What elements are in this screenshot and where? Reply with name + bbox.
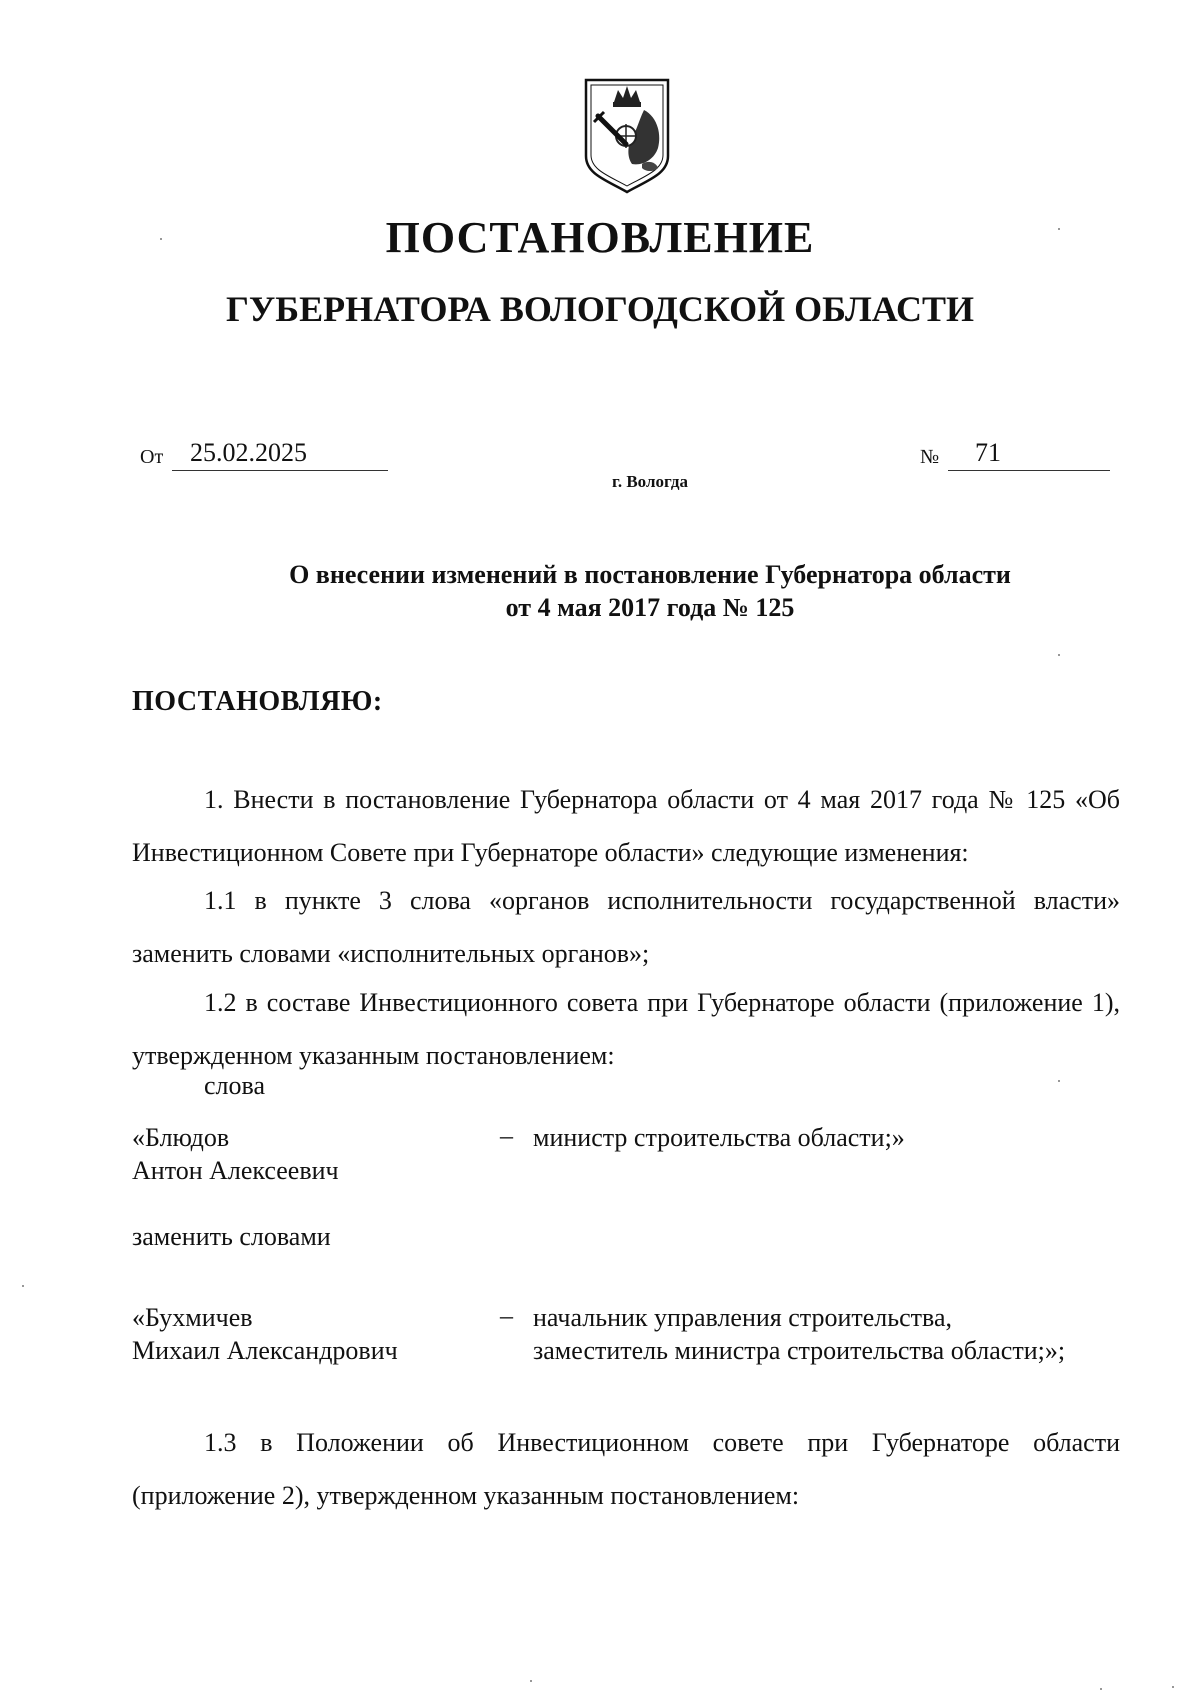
words-label: слова: [204, 1071, 265, 1100]
new-entry-name-line-1: «Бухмичев: [132, 1303, 253, 1332]
paragraph-1: 1. Внести в постановление Губернатора области от 4 мая 2017 года № 125 «Об Инвестиционном Совете при Губернаторе области» следующие изменения:: [132, 785, 1120, 867]
old-entry-name-line-2: Антон Алексеевич: [132, 1156, 339, 1185]
replace-label: заменить словами: [132, 1222, 331, 1251]
document-subject: [0, 558, 1200, 624]
new-entry-name-line-2: Михаил Александрович: [132, 1336, 398, 1365]
paragraph-1-2: 1.2 в составе Инвестиционного совета при Губернаторе области (приложение 1), утвержденном указанным постановлением:: [132, 988, 1120, 1070]
new-entry-role: [533, 1301, 1065, 1367]
date-value: 25.02.2025: [190, 438, 307, 467]
document-title: ПОСТАНОВЛЕНИЕ: [385, 213, 815, 262]
old-entry-dash: –: [500, 1121, 513, 1150]
old-entry-name: [132, 1121, 339, 1187]
new-entry-name: [132, 1301, 398, 1367]
subject-line-1: О внесении изменений в постановление Губернатора области: [289, 560, 1011, 589]
date-underline: [172, 470, 388, 471]
new-entry-dash: –: [500, 1301, 513, 1330]
scan-speck: [1058, 654, 1060, 656]
document-subtitle: ГУБЕРНАТОРА ВОЛОГОДСКОЙ ОБЛАСТИ: [225, 289, 975, 329]
number-label: №: [920, 446, 940, 468]
new-entry-role-line-1: начальник управления строительства,: [533, 1303, 952, 1332]
subject-line-2: от 4 мая 2017 года № 125: [505, 593, 795, 622]
scan-speck: [1058, 228, 1060, 230]
city-label: г. Вологда: [612, 472, 688, 491]
scan-speck: [1172, 1686, 1174, 1688]
old-entry-name-line-1: «Блюдов: [132, 1123, 230, 1152]
new-entry-role-line-2: заместитель министра строительства области;»;: [533, 1336, 1066, 1365]
paragraph-1-3: 1.3 в Положении об Инвестиционном совете при Губернаторе области (приложение 2), утвержденном указанным постановлением:: [132, 1428, 1120, 1510]
scan-speck: [1058, 1080, 1060, 1082]
date-label: От: [140, 446, 164, 468]
coat-of-arms-emblem: [582, 76, 672, 194]
decree-heading: ПОСТАНОВЛЯЮ:: [132, 686, 383, 717]
scan-speck: [160, 238, 162, 240]
scan-speck: [22, 1285, 24, 1287]
scan-speck: [530, 1680, 532, 1682]
paragraph-1-1: 1.1 в пункте 3 слова «органов исполнительности государственной власти» заменить словами «исполнительных органов»;: [132, 886, 1120, 968]
number-value: 71: [975, 438, 1001, 467]
old-entry-role-line-1: министр строительства области;»: [533, 1123, 905, 1152]
number-underline: [948, 470, 1110, 471]
scan-speck: [1100, 1688, 1102, 1690]
old-entry-role: [533, 1121, 905, 1154]
